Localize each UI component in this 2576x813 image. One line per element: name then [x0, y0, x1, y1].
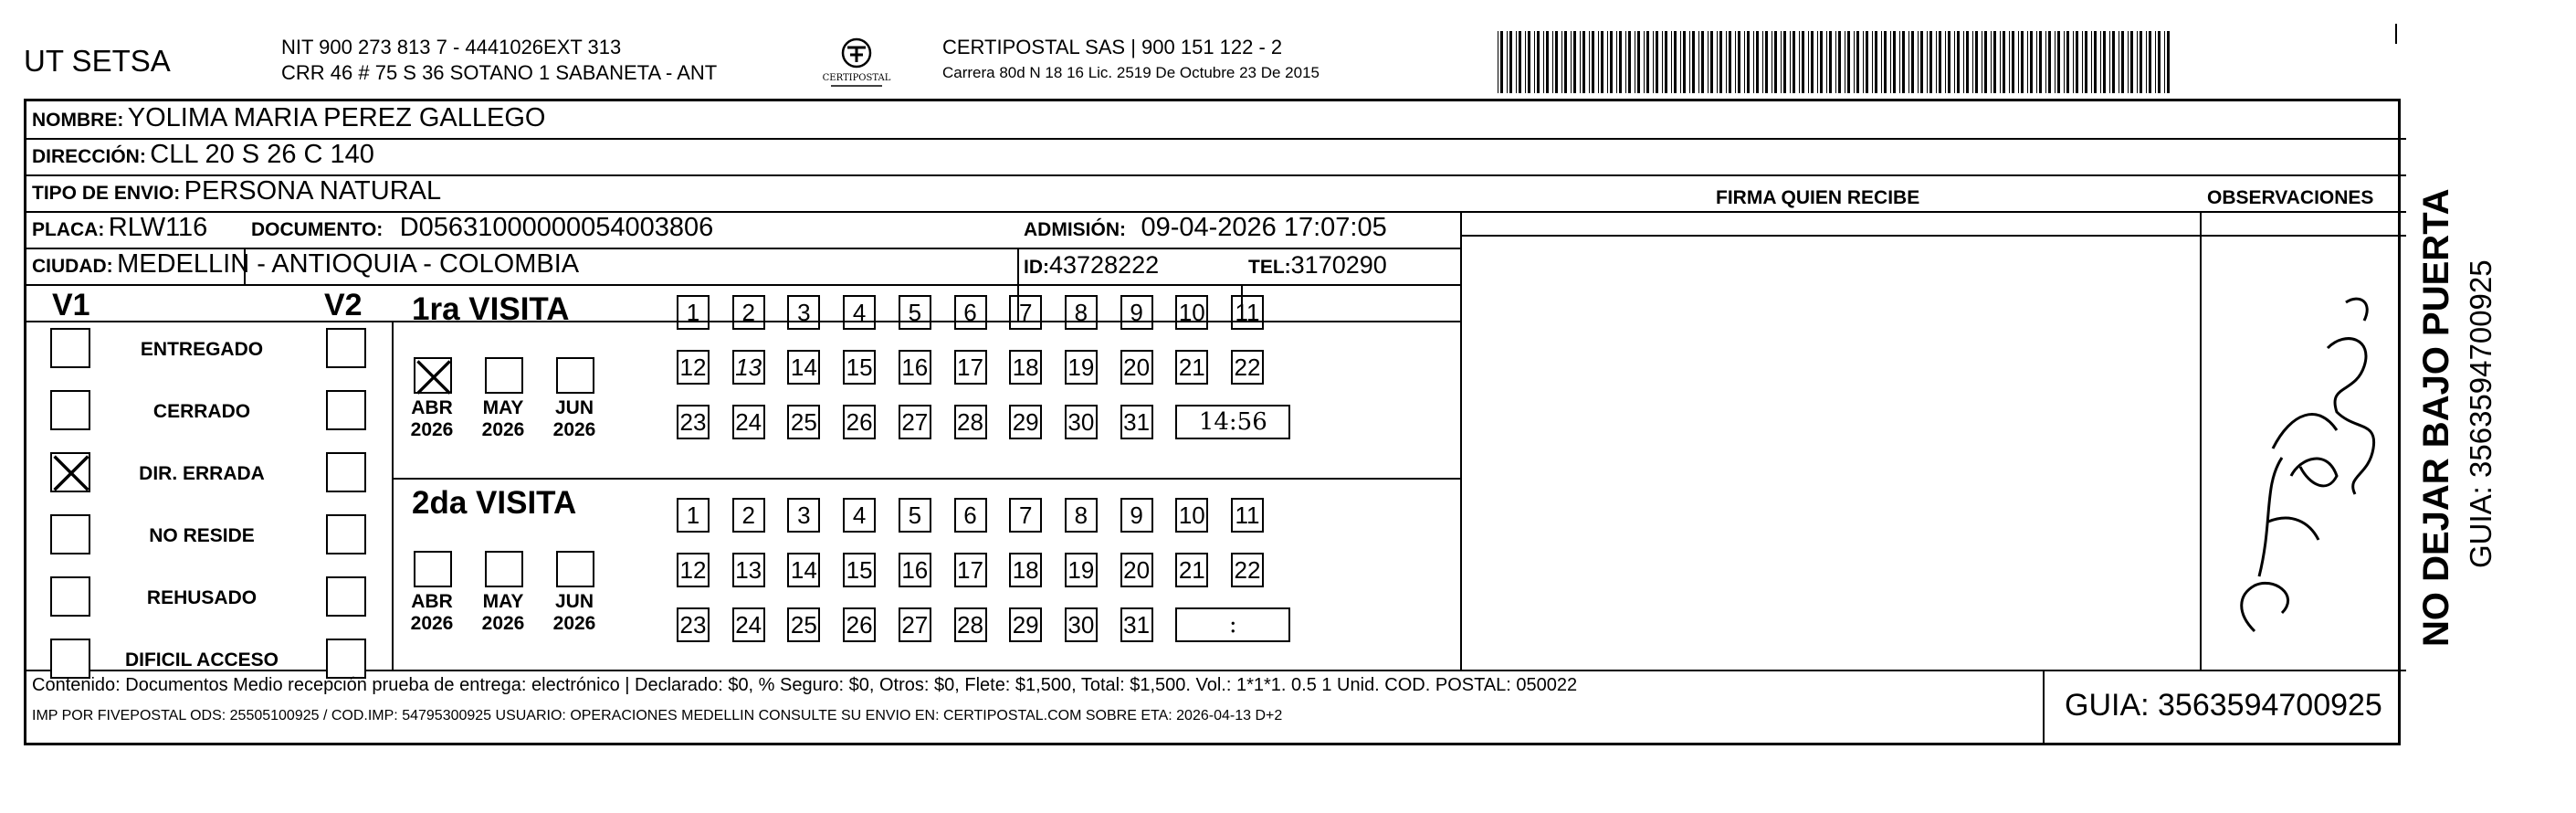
time-box[interactable]: : [1175, 607, 1290, 642]
day-box[interactable]: 17 [954, 350, 987, 385]
barcode-bar [1665, 31, 1667, 93]
status-v1-checkbox[interactable] [50, 576, 90, 617]
barcode [1498, 31, 2173, 93]
barcode-bar [1817, 31, 1818, 93]
day-box[interactable]: 22 [1231, 350, 1264, 385]
barcode-bar [2039, 31, 2042, 93]
day-box[interactable]: 11 [1231, 498, 1264, 533]
day-box[interactable]: 23 [677, 607, 710, 642]
barcode-bar [2012, 31, 2014, 93]
barcode-bar [2045, 31, 2046, 93]
barcode-bar [1835, 31, 1836, 93]
day-box[interactable]: 8 [1065, 498, 1098, 533]
barcode-bar [1963, 31, 1964, 93]
v2-header: V2 [324, 288, 363, 322]
barcode-bar [1993, 31, 1996, 93]
barcode-bar [2055, 31, 2056, 93]
barcode-bar [1500, 31, 1503, 93]
barcode-bar [1573, 31, 1576, 93]
barcode-bar [1671, 31, 1672, 93]
direccion-field [32, 140, 374, 170]
barcode-bar [1589, 31, 1590, 93]
barcode-bar [1975, 31, 1978, 93]
barcode-bar [2155, 31, 2156, 93]
barcode-bar [1826, 31, 1827, 93]
status-v1-checkbox[interactable] [50, 390, 90, 430]
barcode-bar [1543, 31, 1544, 93]
barcode-bar [1920, 31, 1923, 93]
barcode-bar [2009, 31, 2010, 93]
barcode-bar [1738, 31, 1740, 93]
barcode-bar [1939, 31, 1941, 93]
day-box[interactable]: 9 [1120, 295, 1153, 330]
day-box[interactable]: 5 [899, 295, 931, 330]
barcode-bar [1908, 31, 1909, 93]
day-box[interactable]: 14 [787, 350, 820, 385]
barcode-bar [1884, 31, 1887, 93]
barcode-bar [1744, 31, 1745, 93]
direccion-label: DIRECCIÓN: [32, 146, 146, 167]
barcode-bar [1911, 31, 1914, 93]
month-checkbox[interactable] [485, 551, 523, 587]
barcode-bar [1525, 31, 1526, 93]
status-v2-checkbox[interactable] [326, 390, 366, 430]
observaciones-header: OBSERVACIONES [2207, 187, 2374, 208]
day-box[interactable]: 25 [787, 405, 820, 439]
barcode-bar [2000, 31, 2001, 93]
barcode-bar [2085, 31, 2087, 93]
barcode-bar [1680, 31, 1681, 93]
month-checkbox[interactable] [414, 357, 452, 394]
day-box[interactable]: 22 [1231, 553, 1264, 587]
barcode-bar [1598, 31, 1599, 93]
year-label: 2026 [481, 419, 525, 440]
barcode-bar [1793, 31, 1795, 93]
day-box[interactable]: 16 [899, 553, 931, 587]
barcode-bar [2073, 31, 2074, 93]
carrier-license: Carrera 80d N 18 16 Lic. 2519 De Octubre 23 De 2015 [942, 64, 1320, 81]
barcode-bar [1689, 31, 1690, 93]
placa-label: PLACA: [32, 219, 105, 240]
barcode-bar [2030, 31, 2033, 93]
barcode-bar [2112, 31, 2115, 93]
status-v1-checkbox[interactable] [50, 452, 90, 492]
barcode-bar [1765, 31, 1768, 93]
status-v2-checkbox[interactable] [326, 639, 366, 679]
year-label: 2026 [481, 613, 525, 634]
day-box[interactable]: 4 [843, 295, 876, 330]
barcode-bar [2094, 31, 2097, 93]
day-box[interactable]: 23 [677, 405, 710, 439]
barcode-bar [1637, 31, 1640, 93]
delivery-form [24, 99, 2401, 745]
barcode-bar [2137, 31, 2138, 93]
barcode-bar [1653, 31, 1654, 93]
barcode-bar [2149, 31, 2151, 93]
barcode-bar [1571, 31, 1572, 93]
status-label: ENTREGADO [140, 339, 264, 360]
barcode-bar [1902, 31, 1905, 93]
day-box[interactable]: 10 [1175, 498, 1208, 533]
barcode-bar [1719, 31, 1722, 93]
time-box[interactable]: 14:56 [1175, 405, 1290, 439]
barcode-bar [2082, 31, 2083, 93]
barcode-bar [1607, 31, 1608, 93]
day-box[interactable]: 31 [1120, 607, 1153, 642]
day-box[interactable]: 20 [1120, 350, 1153, 385]
day-box[interactable]: 30 [1065, 405, 1098, 439]
barcode-bar [1866, 31, 1868, 93]
edge-tick [2395, 24, 2397, 44]
barcode-bar [2018, 31, 2019, 93]
barcode-bar [1984, 31, 1987, 93]
barcode-bar [1674, 31, 1677, 93]
month-label: JUN [554, 591, 594, 612]
barcode-bar [1580, 31, 1581, 93]
month-label: ABR [411, 397, 453, 418]
barcode-bar [2091, 31, 2092, 93]
barcode-bar [1729, 31, 1731, 93]
barcode-bar [2164, 31, 2165, 93]
documento-value: D05631000000054003806 [399, 213, 714, 242]
day-box[interactable]: 13 [732, 553, 765, 587]
status-v2-checkbox[interactable] [326, 514, 366, 554]
barcode-bar [1762, 31, 1763, 93]
month-checkbox[interactable] [485, 357, 523, 394]
barcode-bar [1546, 31, 1549, 93]
barcode-bar [1820, 31, 1823, 93]
year-label: 2026 [410, 419, 454, 440]
barcode-bar [1781, 31, 1782, 93]
day-box[interactable]: 19 [1065, 350, 1098, 385]
day-box[interactable]: 13 [732, 350, 765, 385]
status-v1-checkbox[interactable] [50, 328, 90, 368]
barcode-bar [1717, 31, 1718, 93]
barcode-bar [1592, 31, 1594, 93]
barcode-bar [1507, 31, 1508, 93]
day-box[interactable]: 28 [954, 607, 987, 642]
company-name: UT SETSA [24, 44, 171, 78]
firma-header: FIRMA QUIEN RECIBE [1716, 187, 1920, 208]
barcode-bar [1954, 31, 1955, 93]
status-label: CERRADO [152, 401, 251, 422]
barcode-bar [1875, 31, 1877, 93]
day-box[interactable]: 17 [954, 553, 987, 587]
barcode-bar [1756, 31, 1759, 93]
id-label: ID: [1024, 257, 1049, 278]
barcode-bar [1918, 31, 1919, 93]
day-box[interactable]: 4 [843, 498, 876, 533]
barcode-bar [1927, 31, 1928, 93]
barcode-bar [1656, 31, 1658, 93]
barcode-bar [2036, 31, 2037, 93]
month-label: MAY [482, 591, 524, 612]
barcode-bar [1881, 31, 1882, 93]
status-v1-checkbox[interactable] [50, 639, 90, 679]
tel-label: TEL: [1248, 257, 1291, 278]
barcode-bar [1829, 31, 1832, 93]
barcode-bar [1747, 31, 1750, 93]
day-box[interactable]: 11 [1231, 295, 1264, 330]
barcode-bar [2103, 31, 2106, 93]
nombre-value: YOLIMA MARIA PEREZ GALLEGO [127, 103, 546, 132]
day-box[interactable]: 6 [954, 498, 987, 533]
month-checkbox[interactable] [556, 357, 594, 394]
day-box[interactable]: 5 [899, 498, 931, 533]
barcode-bar [1799, 31, 1800, 93]
tipo-envio-field [32, 176, 441, 206]
year-label: 2026 [552, 613, 596, 634]
day-box[interactable]: 14 [787, 553, 820, 587]
day-box[interactable]: 20 [1120, 553, 1153, 587]
barcode-bar [1692, 31, 1695, 93]
barcode-bar [1662, 31, 1663, 93]
barcode-bar [1945, 31, 1946, 93]
company-info [281, 35, 717, 86]
day-box[interactable]: 24 [732, 405, 765, 439]
v1-header: V1 [52, 288, 90, 322]
barcode-bar [1564, 31, 1567, 93]
day-box[interactable]: 15 [843, 553, 876, 587]
day-box[interactable]: 31 [1120, 405, 1153, 439]
day-box[interactable]: 7 [1009, 295, 1042, 330]
year-label: 2026 [552, 419, 596, 440]
barcode-bar [1854, 31, 1855, 93]
barcode-bar [2066, 31, 2069, 93]
day-box[interactable]: 2 [732, 295, 765, 330]
barcode-bar [1683, 31, 1686, 93]
month-checkbox[interactable] [556, 551, 594, 587]
barcode-bar [1802, 31, 1804, 93]
barcode-bar [2158, 31, 2161, 93]
barcode-bar [1644, 31, 1645, 93]
side-guia: GUIA: 3563594700925 [2464, 259, 2497, 568]
day-box[interactable]: 27 [899, 405, 931, 439]
nit-line: NIT 900 273 813 7 - 4441026EXT 313 [281, 36, 622, 58]
barcode-bar [1537, 31, 1540, 93]
day-box[interactable]: 29 [1009, 607, 1042, 642]
barcode-bar [1966, 31, 1969, 93]
handwritten-signature [2218, 248, 2401, 659]
barcode-bar [1991, 31, 1992, 93]
barcode-bar [2003, 31, 2005, 93]
barcode-bar [1561, 31, 1562, 93]
barcode-bar [2140, 31, 2142, 93]
barcode-bar [2121, 31, 2124, 93]
day-box[interactable]: 3 [787, 295, 820, 330]
day-box[interactable]: 30 [1065, 607, 1098, 642]
day-box[interactable]: 18 [1009, 553, 1042, 587]
tipo-envio-label: TIPO DE ENVIO: [32, 183, 181, 204]
day-box[interactable]: 3 [787, 498, 820, 533]
day-box[interactable]: 26 [843, 405, 876, 439]
barcode-bar [2167, 31, 2170, 93]
status-label: NO RESIDE [149, 525, 255, 546]
barcode-bar [1808, 31, 1809, 93]
ciudad-label: CIUDAD: [32, 256, 113, 277]
barcode-bar [1735, 31, 1736, 93]
no-dejar-bajo-puerta: NO DEJAR BAJO PUERTA [2416, 188, 2456, 647]
barcode-bar [1519, 31, 1521, 93]
barcode-bar [2057, 31, 2060, 93]
barcode-bar [1726, 31, 1727, 93]
barcode-bar [2109, 31, 2110, 93]
barcode-bar [1753, 31, 1754, 93]
day-box[interactable]: 26 [843, 607, 876, 642]
barcode-bar [1708, 31, 1709, 93]
year-label: 2026 [410, 613, 454, 634]
day-box[interactable]: 21 [1175, 350, 1208, 385]
day-box[interactable]: 1 [677, 498, 710, 533]
barcode-bar [1646, 31, 1649, 93]
barcode-bar [1838, 31, 1841, 93]
barcode-bar [1948, 31, 1950, 93]
status-label: REHUSADO [146, 587, 258, 608]
admision-field [1024, 213, 1387, 243]
day-box[interactable]: 25 [787, 607, 820, 642]
status-v2-checkbox[interactable] [326, 328, 366, 368]
status-label: DIFICIL ACCESO [124, 649, 279, 670]
day-box[interactable]: 8 [1065, 295, 1098, 330]
nombre-field [32, 103, 545, 133]
barcode-bar [1555, 31, 1558, 93]
barcode-bar [1552, 31, 1553, 93]
barcode-bar [1893, 31, 1896, 93]
direccion-value: CLL 20 S 26 C 140 [150, 140, 374, 169]
barcode-bar [1619, 31, 1622, 93]
month-label: ABR [411, 591, 453, 612]
footer-content-line: Contenido: Documentos Medio recepción prueba de entrega: electrónico | Declarado: $0, % Seguro: $0, Otros: $0, Flete: $1,500, Total: $1,500. Vol.: 1*1*1. 0.5 1 Unid. COD. POSTAL: 050022 [32, 675, 1578, 695]
status-v1-checkbox[interactable] [50, 514, 90, 554]
day-box[interactable]: 16 [899, 350, 931, 385]
day-box[interactable]: 12 [677, 553, 710, 587]
barcode-bar [1847, 31, 1850, 93]
status-v2-checkbox[interactable] [326, 576, 366, 617]
placa-field [32, 213, 207, 243]
barcode-bar [1936, 31, 1937, 93]
barcode-bar [2027, 31, 2028, 93]
day-box[interactable]: 10 [1175, 295, 1208, 330]
logo-text: CERTIPOSTAL [822, 73, 891, 83]
address-line: CRR 46 # 75 S 36 SOTANO 1 SABANETA - ANT [281, 61, 718, 84]
day-box[interactable]: 2 [732, 498, 765, 533]
day-box[interactable]: 27 [899, 607, 931, 642]
id-value: 43728222 [1049, 251, 1160, 279]
barcode-bar [1774, 31, 1777, 93]
day-box[interactable]: 19 [1065, 553, 1098, 587]
barcode-bar [1625, 31, 1626, 93]
carrier-name: CERTIPOSTAL SAS | 900 151 122 - 2 [942, 36, 1283, 58]
admision-label: ADMISIÓN: [1024, 219, 1126, 240]
day-box[interactable]: 18 [1009, 350, 1042, 385]
ciudad-value: MEDELLIN - ANTIOQUIA - COLOMBIA [117, 249, 580, 279]
barcode-bar [1610, 31, 1613, 93]
barcode-bar [1856, 31, 1859, 93]
barcode-bar [1957, 31, 1960, 93]
footer-print-line: IMP POR FIVEPOSTAL ODS: 25505100925 / COD.IMP: 54795300925 USUARIO: OPERACIONES MEDELLIN CONSULTE SU ENVIO EN: CERTIPOSTAL.COM SOBRE ETA: 2026-04-13 D+2 [32, 708, 1283, 723]
barcode-bar [1509, 31, 1512, 93]
day-box[interactable]: 6 [954, 295, 987, 330]
day-box[interactable]: 29 [1009, 405, 1042, 439]
certipostal-logo [818, 35, 895, 91]
barcode-bar [2076, 31, 2078, 93]
barcode-bar [2064, 31, 2065, 93]
tel-value: 3170290 [1290, 251, 1387, 279]
visit1-title: 1ra VISITA [412, 291, 570, 327]
barcode-bar [2021, 31, 2024, 93]
status-v2-checkbox[interactable] [326, 452, 366, 492]
id-field [1024, 251, 1159, 280]
barcode-bar [1890, 31, 1891, 93]
barcode-bar [1863, 31, 1864, 93]
footer-guia: GUIA: 3563594700925 [2065, 688, 2382, 723]
tel-field [1248, 251, 1387, 280]
placa-value: RLW116 [108, 213, 208, 242]
ciudad-field [32, 249, 579, 280]
nombre-label: NOMBRE: [32, 110, 124, 131]
barcode-bar [1899, 31, 1900, 93]
barcode-bar [1872, 31, 1873, 93]
barcode-bar [1582, 31, 1585, 93]
barcode-bar [2146, 31, 2147, 93]
barcode-bar [1701, 31, 1704, 93]
day-box[interactable]: 9 [1120, 498, 1153, 533]
month-checkbox[interactable] [414, 551, 452, 587]
day-box[interactable]: 7 [1009, 498, 1042, 533]
barcode-bar [2130, 31, 2133, 93]
barcode-bar [1528, 31, 1530, 93]
day-box[interactable]: 1 [677, 295, 710, 330]
day-box[interactable]: 12 [677, 350, 710, 385]
barcode-bar [1601, 31, 1603, 93]
admision-value: 09-04-2026 17:07:05 [1141, 213, 1387, 242]
day-box[interactable]: 21 [1175, 553, 1208, 587]
barcode-bar [1534, 31, 1535, 93]
barcode-bar [1616, 31, 1617, 93]
barcode-bar [2100, 31, 2101, 93]
barcode-bar [1783, 31, 1786, 93]
barcode-bar [1516, 31, 1517, 93]
barcode-bar [2048, 31, 2051, 93]
documento-label: DOCUMENTO: [251, 219, 384, 240]
day-box[interactable]: 15 [843, 350, 876, 385]
documento-field [251, 213, 713, 243]
barcode-bar [1929, 31, 1932, 93]
barcode-bar [1972, 31, 1973, 93]
tipo-envio-value: PERSONA NATURAL [184, 176, 442, 206]
day-box[interactable]: 24 [732, 607, 765, 642]
month-label: MAY [482, 397, 524, 418]
month-label: JUN [554, 397, 594, 418]
status-label: DIR. ERRADA [139, 463, 265, 484]
barcode-bar [2128, 31, 2129, 93]
barcode-bar [1790, 31, 1791, 93]
barcode-bar [1698, 31, 1699, 93]
carrier-info [942, 35, 1320, 86]
barcode-bar [1628, 31, 1631, 93]
day-box[interactable]: 28 [954, 405, 987, 439]
barcode-bar [1811, 31, 1814, 93]
barcode-bar [1710, 31, 1713, 93]
visit2-title: 2da VISITA [412, 485, 577, 521]
